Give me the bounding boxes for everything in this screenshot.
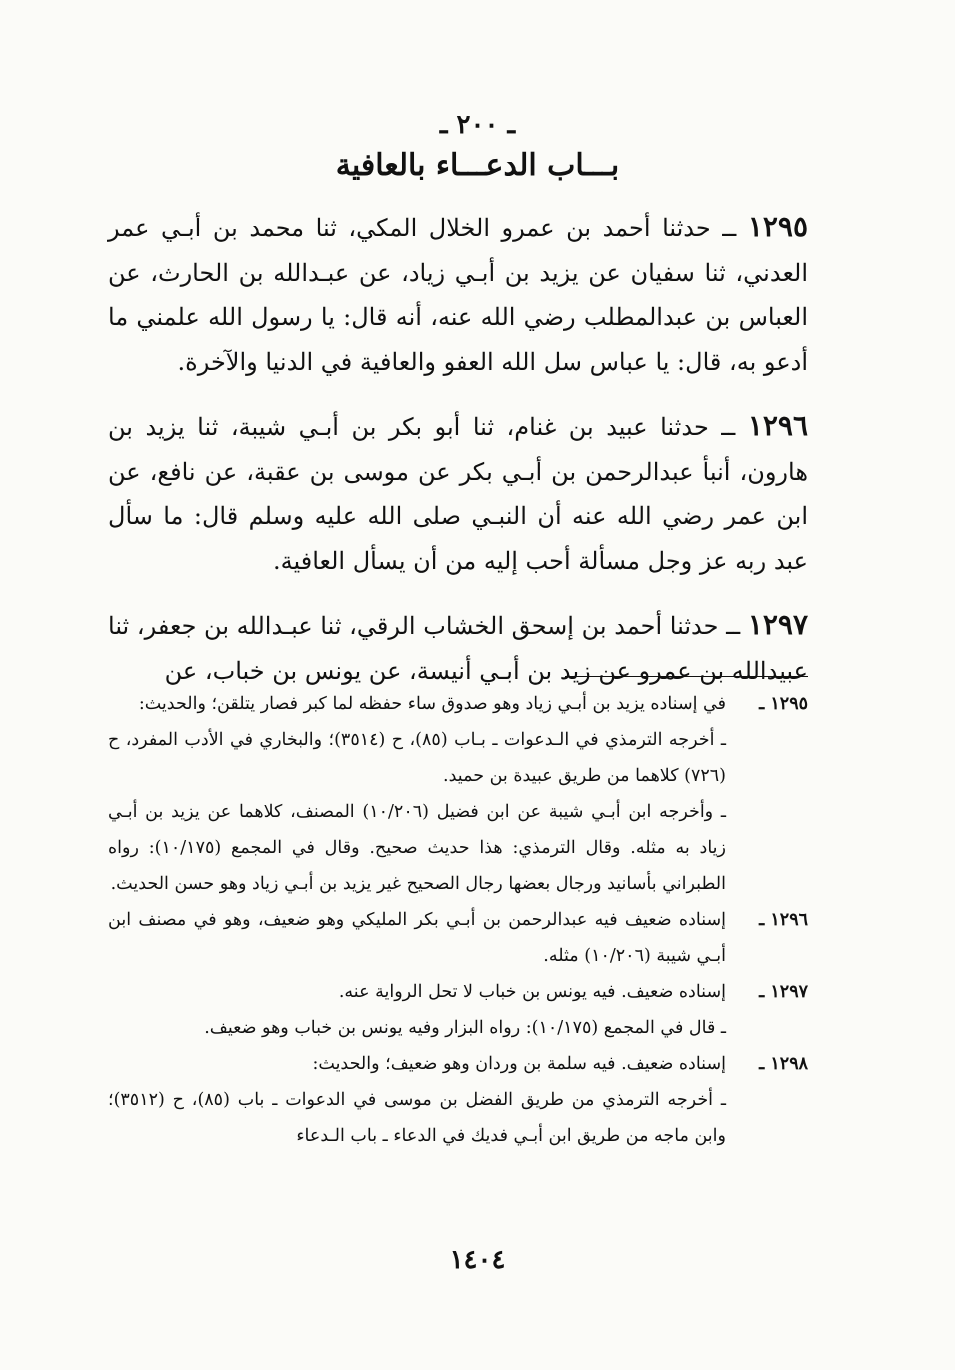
- hadith-text: ــ حدثنا أحمد بن إسحق الخشاب الرقي، ثنا عبـدالله بن جعفر، ثنا عبيدالله بن عمرو عن زيد بن أبـي أنيسة، عن يونس بن خباب، عن: [108, 612, 808, 685]
- hadith-text: ــ حدثنا أحمد بن عمرو الخلال المكي، ثنا محمد بن أبـي عمر العدني، ثنا سفيان عن يزيد بن أبـي زياد، عن عبـدالله بن الحارث، عن العباس بن عبدالمطلب رضي الله عنه، أنه قال: يا رسول الله علمني ما أدعو به، قال: يا عباس سل الله العفو والعافية في الدنيا والآخرة.: [108, 214, 808, 376]
- footnote: [108, 1046, 808, 1154]
- page-number: ١٤٠٤: [449, 1245, 506, 1275]
- hadith-text: ــ حدثنا عبيد بن غنام، ثنا أبو بكر بن أبـي شيبة، ثنا يزيد بن هارون، أنبأ عبدالرحمن بن أبـي بكر عن موسى بن عقبة، عن نافع، عن ابن عمر رضي الله عنه أن النبـي صلى الله عليه وسلم قال: ما سأل عبد ربه عز وجل مسألة أحب إليه من أن يسأل العافية.: [108, 413, 808, 575]
- footnote-number: ١٢٩٦ ـ: [759, 910, 808, 930]
- hadith-paragraph: [108, 205, 808, 384]
- hadith-number: ١٢٩٥: [747, 210, 808, 243]
- hadith-number: ١٢٩٧: [747, 608, 808, 641]
- footnote-body: [108, 974, 726, 1046]
- footnote: [108, 974, 808, 1046]
- footnote: [108, 686, 808, 902]
- footnote: [108, 902, 808, 974]
- footnote-line: ـ قال في المجمع (١٠/١٧٥): رواه البزار وفيه يونس بن خباب وهو ضعيف.: [204, 1018, 726, 1038]
- footnote-body: [108, 1046, 726, 1154]
- footnote-line: ـ وأخرجه ابن أبـي شيبة عن ابن فضيل (١٠/٢٠٦) المصنف، كلاهما عن يزيد بن أبـي زياد به مثله. وقال الترمذي: هذا حديث صحيح. وقال في المجمع (١٠/١٧٥): رواه الطبراني بأسانيد ورجال بعضها رجال الصحيح غير يزيد بن أبـي زياد وهو حسن الحديث.: [108, 802, 726, 894]
- chapter-title: بـــاب الدعـــاء بالعافية: [335, 148, 620, 183]
- hadith-number: ١٢٩٦: [747, 409, 808, 442]
- footnote-number: ١٢٩٥ ـ: [759, 694, 808, 714]
- main-text: [108, 205, 808, 713]
- footnotes: [108, 686, 808, 1154]
- footnote-line: إسناده ضعيف. فيه يونس بن خباب لا تحل الرواية عنه.: [338, 982, 726, 1002]
- footnote-number: ١٢٩٨ ـ: [759, 1054, 808, 1074]
- hadith-paragraph: [108, 603, 808, 693]
- footnote-line: ـ أخرجه الترمذي في الـدعوات ـ بـاب (٨٥)، ح (٣٥١٤)؛ والبخاري في الأدب المفرد، ح (٧٢٦) كلاهما من طريق عبيدة بن حميد.: [108, 730, 726, 786]
- footnote-line: إسناده ضعيف فيه عبدالرحمن بن أبـي بكر المليكي وهو ضعيف، وهو في مصنف ابن أبـي شيبة (١٠/٢٠٦) مثله.: [108, 910, 726, 966]
- footnote-line: ـ أخرجه الترمذي من طريق الفضل بن موسى في الدعوات ـ باب (٨٥)، ح (٣٥١٢)؛ وابن ماجه من طريق ابن أبـي فديك في الدعاء ـ باب الـدعاء: [108, 1090, 726, 1146]
- footnote-line: في إسناده يزيد بن أبـي زياد وهو صدوق ساء حفظه لما كبر فصار يتلقن؛ والحديث:: [138, 694, 726, 714]
- footnote-line: إسناده ضعيف. فيه سلمة بن وردان وهو ضعيف؛ والحديث:: [312, 1054, 726, 1074]
- footnote-body: [108, 686, 726, 902]
- footnote-divider: [565, 676, 808, 677]
- footnote-number: ١٢٩٧ ـ: [759, 982, 808, 1002]
- hadith-paragraph: [108, 404, 808, 583]
- chapter-number: ـ ٢٠٠ ـ: [439, 110, 516, 140]
- footnote-body: [108, 902, 726, 974]
